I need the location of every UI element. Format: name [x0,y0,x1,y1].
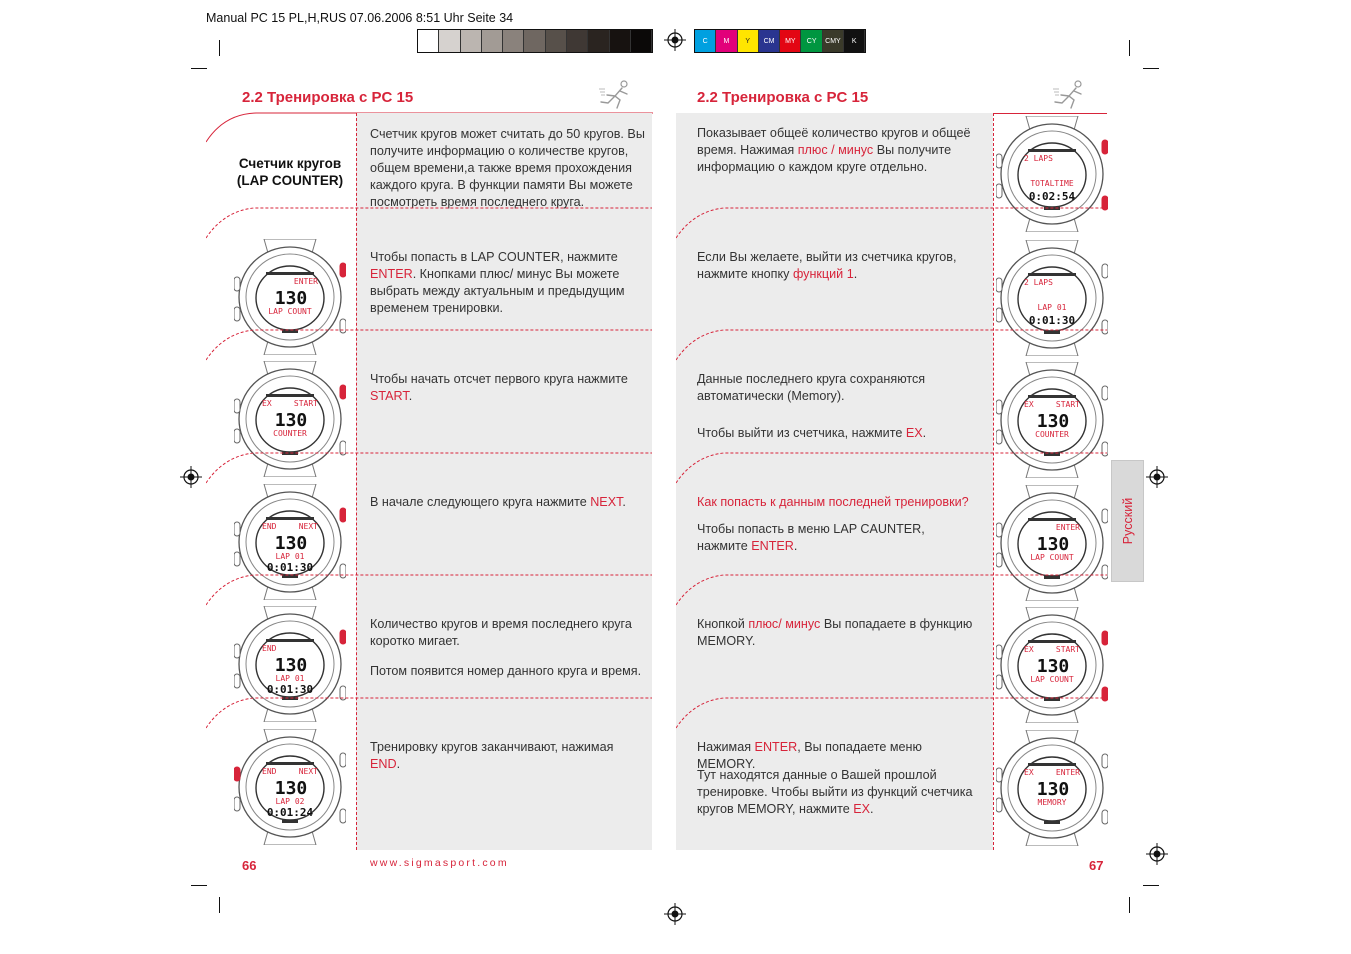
runner-icon [598,79,634,111]
watch-button [996,645,1002,659]
display-big-value: 130 [274,533,308,554]
text-part: Нажимая [697,740,755,754]
process-swatch-cy: CY [801,30,822,52]
highlight-text: ENTER [751,539,794,553]
display-big-value: 130 [274,778,308,799]
watch-button [340,508,346,522]
question-text: Как попасть к данным последней тренировки? [697,495,969,509]
gray-swatch-7 [546,30,567,52]
display-line3: COUNTER [1035,430,1069,439]
watch-button [234,429,240,443]
watch-button [340,385,346,399]
watch-button [1102,509,1108,523]
text-part: . [870,802,874,816]
text-part: Чтобы попасть в меню LAP CAUNTER, нажмите [697,522,925,553]
highlight-text: ENTER [370,267,413,281]
watch-button [1102,386,1108,400]
text-part: Кнопкой [697,617,749,631]
process-swatch-m: M [716,30,737,52]
text-part: . [408,389,413,403]
display-top-right: ENTER [293,277,318,286]
section-divider [206,452,652,484]
highlight-text: плюс / минус [797,143,874,157]
gray-swatch-9 [588,30,609,52]
text-part: Если Вы желаете, выйти из счетчика кругов, нажмите кнопку [697,250,957,281]
display-line3: LAP COUNT [1030,553,1074,562]
crop-mark [191,68,207,69]
watch-button [234,644,240,658]
section-divider [676,697,1107,729]
display-line4: 0:02:54 [1028,190,1076,203]
watch-button [1102,631,1108,645]
watch-button [340,753,346,767]
display-top-left: EX [1024,400,1034,409]
right-page-number: 67 [1089,858,1104,873]
watch-button [234,797,240,811]
instruction-text [697,767,977,818]
highlight-text: EX [905,426,923,440]
display-line3: LAP 01 [275,552,305,561]
gray-scale-strip [417,29,653,53]
registration-mark-icon [1146,843,1168,865]
registration-mark-icon [180,466,202,488]
watch-button [996,184,1002,198]
left-page-number: 66 [242,858,257,873]
display-top-right: NEXT [298,522,318,531]
instruction-text [370,616,645,650]
highlight-text: функций 1 [792,267,854,281]
display-line3: LAP 02 [275,797,305,806]
section-divider [676,452,1107,484]
text-part: . Кнопками плюс/ минус Вы можете выбрать между актуальным и предыдущим временем тренировки. [370,267,625,315]
gray-swatch-3 [461,30,482,52]
highlight-text: NEXT [590,495,623,509]
crop-mark [1143,68,1159,69]
watch-button [996,798,1002,812]
display-big-value: 130 [274,288,308,309]
display-line4: 0:01:30 [1028,314,1076,327]
display-big-value: 130 [1036,534,1070,555]
text-part: Чтобы попасть в LAP COUNTER, нажмите [370,250,618,264]
text-part: , Вы попадаете меню MEMORY. [697,740,922,771]
display-top-left: END [262,767,277,776]
gray-swatch-8 [567,30,588,52]
watch-button [340,630,346,644]
text-part: Вы попадаете в функцию MEMORY. [697,617,973,648]
section-divider [206,697,652,729]
watch-button [996,308,1002,322]
gray-swatch-4 [482,30,503,52]
watch-button [996,553,1002,567]
display-big-value: 130 [274,655,308,676]
process-swatch-c: C [695,30,716,52]
process-color-strip [694,29,866,53]
website-url: www.sigmasport.com [370,857,509,869]
watch-button [996,154,1002,168]
display-top-right: START [1055,645,1080,654]
runner-icon [1052,79,1088,111]
display-top-right: START [293,399,318,408]
instruction-text [697,616,977,650]
process-swatch-cmy: CMY [823,30,844,52]
display-top-left: EX [1024,768,1034,777]
section-divider [206,329,652,361]
crop-mark [219,40,220,56]
text-part: Показывает общеё количество кругов и общеё время. Нажимая [697,126,971,157]
watch-button [234,522,240,536]
display-big-value: 130 [274,410,308,431]
display-line3: LAP 01 [275,674,305,683]
crop-mark [1143,885,1159,886]
text-part: Вы получите информацию о каждом круге отдельно. [697,143,952,174]
watch-button [1102,264,1108,278]
watch-button [996,400,1002,414]
section-title-line2: (LAP COUNTER) [236,173,344,188]
watch-button [996,675,1002,689]
gray-swatch-5 [503,30,524,52]
text-part: . [622,495,626,509]
watch-button [340,263,346,277]
highlight-text: ENTER [754,740,798,754]
gray-swatch-11 [631,30,652,52]
registration-mark-icon [664,903,686,925]
process-swatch-k: K [844,30,865,52]
display-line3: LAP COUNT [268,307,312,316]
text-part: Количество кругов и время последнего круга коротко мигает. [370,617,632,648]
watch-button [234,552,240,566]
display-top-right: ENTER [1055,523,1080,532]
display-top-left: 2 LAPS [1024,278,1053,287]
process-swatch-my: MY [780,30,801,52]
intro-text: Счетчик кругов может считать до 50 кругов. Вы получите информацию о количестве кругов, общем времени,а также время прохождения каждого круга. В функции памяти Вы можете посмотреть время последнего круга. [370,127,645,209]
watch-button [234,307,240,321]
highlight-text: END [370,757,397,771]
text-part: Чтобы начать отсчет первого круга нажмите [370,372,628,386]
watch-button [996,523,1002,537]
display-top-left: EX [262,399,272,408]
display-top-left: END [262,644,277,653]
crop-mark [1129,897,1130,913]
highlight-text: плюс/ минус [748,617,821,631]
instruction-text [697,521,977,555]
text-part: . [396,757,401,771]
instruction-text [697,371,977,405]
display-top-right: NEXT [298,767,318,776]
text-part: Тут находятся данные о Вашей прошлой тренировке. Чтобы выйти из функций счетчика кругов MEMORY, нажмите [697,768,973,816]
display-line3: MEMORY [1037,798,1067,807]
instruction-text [697,125,977,176]
display-big-value: 130 [1036,656,1070,677]
display-line3: COUNTER [273,429,307,438]
right-chapter-title: 2.2 Тренировка с PC 15 [697,89,869,106]
crop-mark [219,897,220,913]
section-divider [206,207,652,239]
process-swatch-cm: CM [759,30,780,52]
section-title-line1: Счетчик кругов [238,156,342,171]
watch-button [1102,140,1108,154]
crop-mark [1129,40,1130,56]
section-divider [676,574,1107,606]
text-part: Чтобы выйти из счетчика, нажмите [697,426,906,440]
section-divider [676,329,1107,361]
left-chapter-title: 2.2 Тренировка с PC 15 [242,89,414,106]
watch-button [234,277,240,291]
highlight-text: EX [853,802,871,816]
text-part: Тренировку кругов заканчивают, нажимая [370,740,614,754]
section-title [225,155,355,189]
language-tab-label: Русский [1120,497,1135,545]
section-divider [206,574,652,606]
language-tab [1111,460,1144,582]
display-top-left: EX [1024,645,1034,654]
display-line4: 0:01:30 [266,683,314,696]
instruction-text [697,425,977,442]
text-part: . [793,539,798,553]
instruction-text [370,249,645,317]
crop-mark [191,885,207,886]
display-line4: 0:01:24 [266,806,314,819]
text-part: Данные последнего круга сохраняются автоматически (Memory). [697,372,926,403]
watch-button [340,809,346,823]
instruction-text: Потом появится номер данного круга и время. [370,664,642,678]
process-swatch-y: Y [738,30,759,52]
display-top-left: END [262,522,277,531]
instruction-text [370,494,645,511]
gray-swatch-10 [610,30,631,52]
watch-button [996,768,1002,782]
watch-illustration [996,730,1108,846]
gray-swatch-6 [524,30,545,52]
section-divider [676,207,1107,239]
text-part: . [853,267,858,281]
text-part: В начале следующего круга нажмите [370,495,591,509]
watch-button [996,278,1002,292]
display-line4: 0:01:30 [266,561,314,574]
print-header: Manual PC 15 PL,H,RUS 07.06.2006 8:51 Uhr Seite 34 [206,11,514,25]
registration-mark-icon [664,29,686,51]
display-top-left: 2 LAPS [1024,154,1053,163]
display-top-right: ENTER [1055,768,1080,777]
instruction-text [697,249,977,283]
instruction-text [370,371,645,405]
display-top-right: START [1055,400,1080,409]
display-line3: LAP 01 [1037,303,1067,312]
watch-button [234,674,240,688]
highlight-text: START [370,389,409,403]
watch-button [234,399,240,413]
instruction-text [370,739,645,773]
watch-button [234,767,240,781]
watch-button [996,430,1002,444]
display-big-value: 130 [1036,411,1070,432]
display-big-value: 130 [1036,779,1070,800]
registration-mark-icon [1146,466,1168,488]
text-part: . [922,426,927,440]
gray-swatch-1 [418,30,439,52]
display-line3: TOTALTIME [1030,179,1074,188]
watch-button [1102,810,1108,824]
display-line3: LAP COUNT [1030,675,1074,684]
watch-button [1102,754,1108,768]
gray-swatch-2 [439,30,460,52]
watch-illustration [234,729,346,845]
